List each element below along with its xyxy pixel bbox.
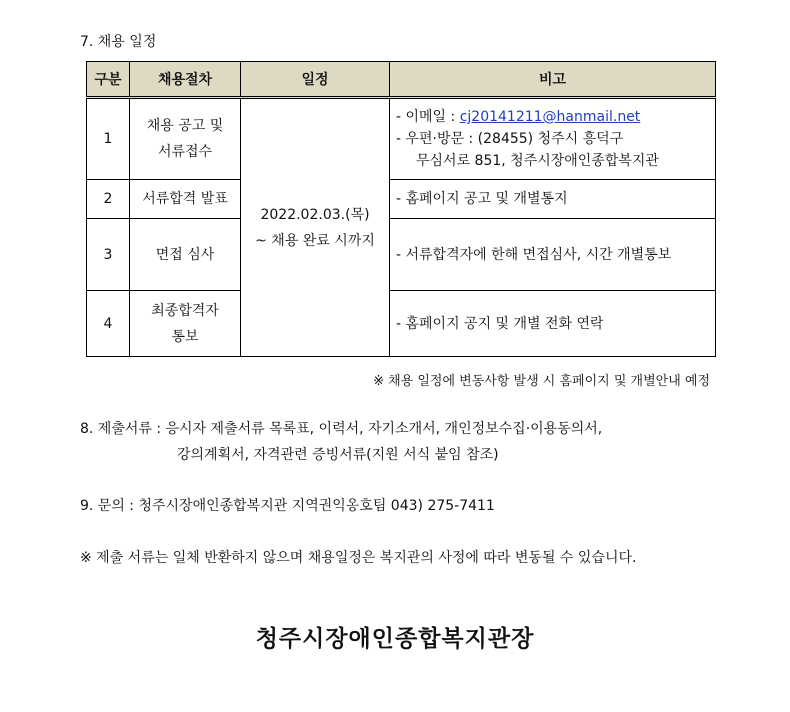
documents-line-2: 강의계획서, 자격관련 증빙서류(지원 서식 붙임 참조): [177, 447, 499, 463]
table-row: [87, 180, 716, 219]
notice-line: ※ 제출 서류는 일체 반환하지 않으며 채용일정은 복지관의 사정에 따라 변동될 수 있습니다.: [80, 550, 637, 566]
schedule-date: 2022.02.03.(목): [260, 206, 370, 223]
schedule-section-title: 7. 채용 일정: [80, 34, 157, 50]
remarks-cell: - 홈페이지 공지 및 개별 전화 연락: [390, 291, 716, 357]
schedule-table: [86, 61, 716, 357]
row-number: 1: [87, 98, 130, 180]
procedure-line: 서류합격 발표: [142, 191, 228, 207]
schedule-end: ~ 채용 완료 시까지: [255, 232, 375, 249]
post-address-line: 무심서로 851, 청주시장애인종합복지관: [416, 153, 659, 169]
documents-line-1: 8. 제출서류 : 응시자 제출서류 목록표, 이력서, 자기소개서, 개인정보수집·이용동의서,: [80, 421, 603, 437]
schedule-cell: [241, 98, 390, 357]
email-link[interactable]: cj20141211@hanmail.net: [459, 109, 641, 125]
email-label: - 이메일 :: [396, 109, 460, 125]
procedure-line: 서류접수: [157, 144, 213, 160]
procedure-line: 채용 공고 및: [146, 118, 224, 134]
header-procedure: 채용절차: [130, 62, 241, 98]
table-row: [87, 291, 716, 357]
procedure-cell: [130, 98, 241, 180]
header-schedule: 일정: [241, 62, 390, 98]
procedure-cell: [130, 219, 241, 291]
row-number: 4: [87, 291, 130, 357]
row-number: 2: [87, 180, 130, 219]
procedure-cell: [130, 180, 241, 219]
procedure-line: 통보: [171, 328, 199, 345]
post-line: - 우편·방문 : (28455) 청주시 흥덕구: [396, 131, 624, 147]
remarks-cell: - 서류합격자에 한해 면접심사, 시간 개별통보: [390, 219, 716, 291]
procedure-line: 최종합격자: [151, 302, 219, 319]
remarks-cell: - 홈페이지 공고 및 개별통지: [390, 180, 716, 219]
procedure-cell: [130, 291, 241, 357]
schedule-footnote: ※ 채용 일정에 변동사항 발생 시 홈페이지 및 개별안내 예정: [373, 374, 710, 389]
inquiry-line: 9. 문의 : 청주시장애인종합복지관 지역권익옹호팀 043) 275-7411: [80, 498, 495, 514]
signature: 청주시장애인종합복지관장: [255, 625, 535, 652]
table-row: [87, 219, 716, 291]
table-header-row: [87, 62, 716, 98]
procedure-line: 면접 심사: [155, 246, 215, 263]
email-line: [396, 106, 715, 128]
table-row: [87, 98, 716, 180]
row-number: 3: [87, 219, 130, 291]
remarks-cell: [390, 98, 716, 180]
header-category: 구분: [87, 62, 130, 98]
header-remarks: 비고: [390, 62, 716, 98]
